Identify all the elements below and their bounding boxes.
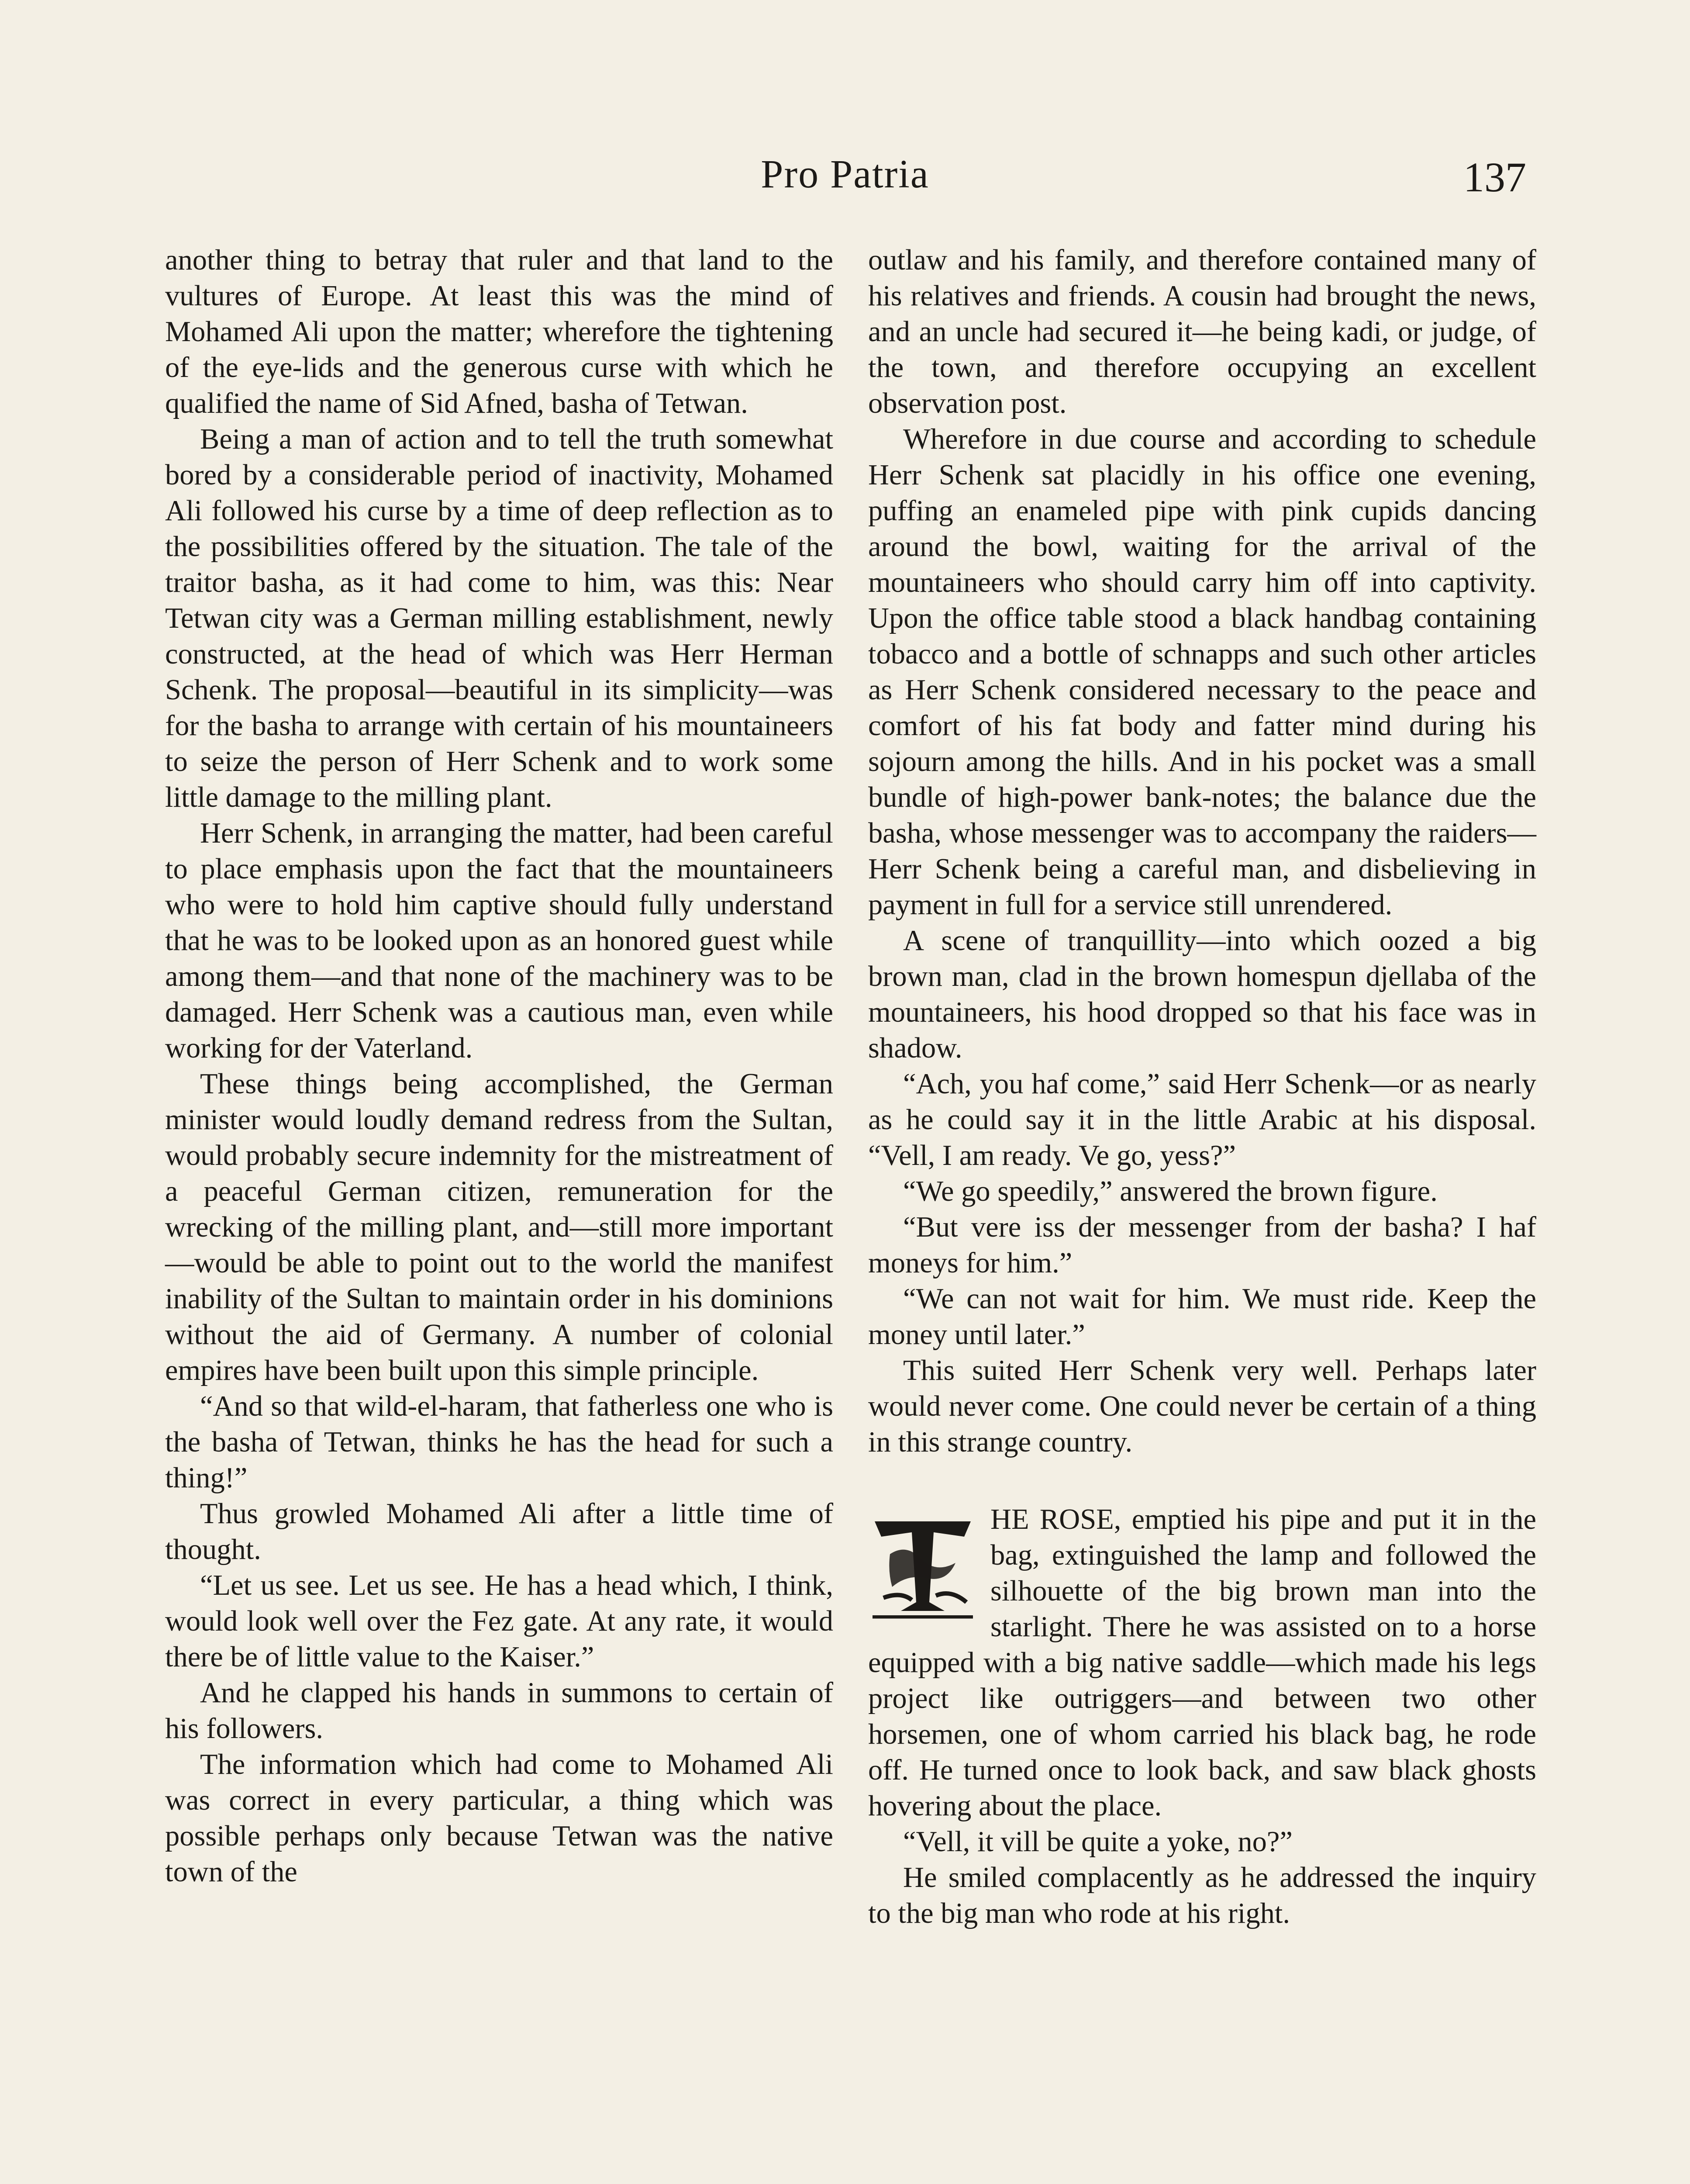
dropcap-paragraph-text: HE ROSE, emptied his pipe and put it in the bag, extinguished the lamp and followed the silhouette of the big brown man into the starlight. There he was assisted on to a horse equipped with a big native saddle—which made his legs project like outriggers—and between two other horsemen, one of whom carried his black bag, he rode off. He turned once to look back, and saw black ghosts hovering about the place. (868, 1503, 1536, 1822)
dropcap-t-ornament-icon (868, 1510, 977, 1620)
right-column (868, 242, 1536, 1932)
page-title: Pro Patria (761, 152, 929, 196)
paragraph: These things being accomplished, the German minister would loudly demand redress from the Sultan, would probably secure indemnity for the mistreatment of a peaceful German citizen, remuneration for the wrecking of the milling plant, and—still more important—would be able to point out to the world the manifest inability of the Sultan to maintain order in his dominions without the aid of Germany. A number of colonial empires have been built upon this simple principle. (165, 1068, 833, 1386)
paragraph: A scene of tranquillity—into which oozed a big brown man, clad in the brown homespun djellaba of the mountaineers, his hood dropped so that his face was in shadow. (868, 925, 1536, 1064)
paragraph: “Vell, it vill be quite a yoke, no?” (903, 1826, 1293, 1858)
left-column (165, 242, 833, 1890)
paragraph: “We go speedily,” answered the brown figure. (903, 1175, 1438, 1207)
paragraph: “And so that wild-el-haram, that fatherless one who is the basha of Tetwan, thinks he has the head for such a thing!” (165, 1390, 833, 1494)
paragraph: “Ach, you haf come,” said Herr Schenk—or as nearly as he could say it in the little Arabic at his disposal. “Vell, I am ready. Ve go, yess?” (868, 1068, 1536, 1171)
paragraph: This suited Herr Schenk very well. Perhaps later would never come. One could never be certain of a thing in this strange country. (868, 1355, 1536, 1458)
paragraph: And he clapped his hands in summons to certain of his followers. (165, 1677, 833, 1745)
paragraph: Thus growled Mohamed Ali after a little time of thought. (165, 1498, 833, 1565)
dropcap-paragraph (868, 1502, 1536, 1824)
paragraph: “We can not wait for him. We must ride. Keep the money until later.” (868, 1283, 1536, 1351)
paragraph: another thing to betray that ruler and that land to the vultures of Europe. At least this was the mind of Mohamed Ali upon the matter; wherefore the tightening of the eye-lids and the generous curse with which he qualified the name of Sid Afned, basha of Tetwan. (165, 244, 833, 419)
paragraph: “Let us see. Let us see. He has a head which, I think, would look well over the Fez gate. At any rate, it would there be of little value to the Kaiser.” (165, 1569, 833, 1673)
paragraph: He smiled complacently as he addressed the inquiry to the big man who rode at his right. (868, 1862, 1536, 1929)
page-number: 137 (1463, 154, 1526, 200)
paragraph: Herr Schenk, in arranging the matter, had been careful to place emphasis upon the fact that the mountaineers who were to hold him captive should fully understand that he was to be looked upon as an honored guest while among them—and that none of the machinery was to be damaged. Herr Schenk was a cautious man, even while working for der Vaterland. (165, 817, 833, 1064)
paragraph: outlaw and his family, and therefore contained many of his relatives and friends. A cousin had brought the news, and an uncle had secured it—he being kadi, or judge, of the town, and therefore occupying an excellent observation post. (868, 244, 1536, 419)
paragraph: Being a man of action and to tell the truth somewhat bored by a considerable period of inactivity, Mohamed Ali followed his curse by a time of deep reflection as to the possibilities offered by the situation. The tale of the traitor basha, as it had come to him, was this: Near Tetwan city was a German milling establishment, newly constructed, at the head of which was Herr Herman Schenk. The proposal—beautiful in its simplicity—was for the basha to arrange with certain of his mountaineers to seize the person of Herr Schenk and to work some little damage to the milling plant. (165, 423, 833, 813)
paragraph: The information which had come to Mohamed Ali was correct in every particular, a thing which was possible perhaps only because Tetwan was the native town of the (165, 1749, 833, 1888)
paragraph: “But vere iss der messenger from der basha? I haf moneys for him.” (868, 1211, 1536, 1279)
section-break (868, 1460, 1536, 1502)
paragraph: Wherefore in due course and according to schedule Herr Schenk sat placidly in his office one evening, puffing an enameled pipe with pink cupids dancing around the bowl, waiting for the arrival of the mountaineers who should carry him off into captivity. Upon the office table stood a black handbag containing tobacco and a bottle of schnapps and such other articles as Herr Schenk considered necessary to the peace and comfort of his fat body and fatter mind during his sojourn among the hills. And in his pocket was a small bundle of high-power bank-notes; the balance due the basha, whose messenger was to accompany the raiders—Herr Schenk being a careful man, and disbelieving in payment in full for a service still unrendered. (868, 423, 1536, 921)
